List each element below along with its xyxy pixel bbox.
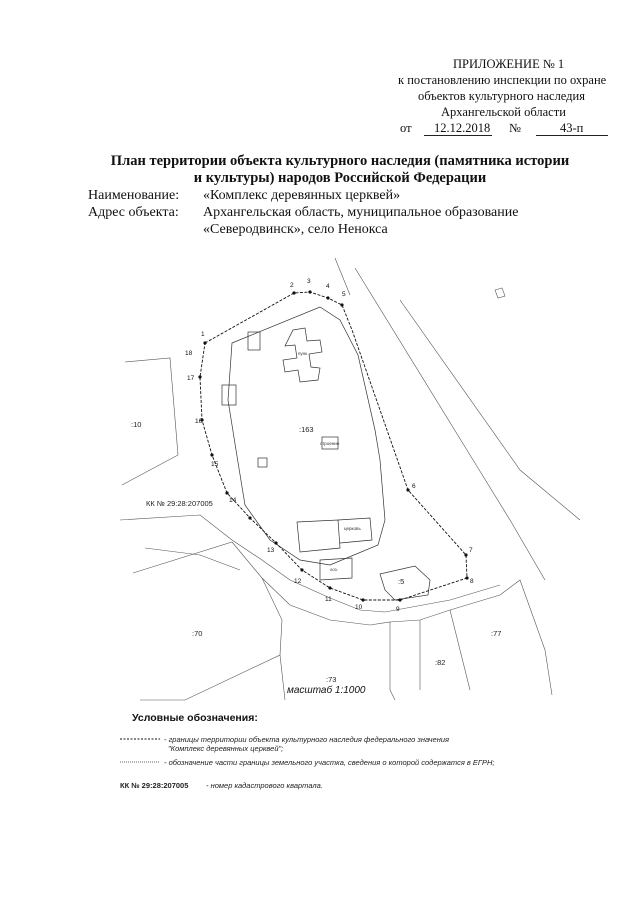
map-scale: масштаб 1:1000 (287, 685, 366, 696)
address-value-line-1: Архангельская область, муниципальное образование (203, 205, 519, 220)
point-label: 5 (342, 291, 346, 298)
legend-title: Условные обозначения: (132, 712, 258, 724)
point-label: 9 (396, 606, 400, 613)
address-value-line-2: «Северодвинск», село Ненокса (203, 222, 388, 237)
point-label: 10 (355, 604, 363, 611)
site-enclosure (228, 307, 385, 565)
point-label: 18 (185, 350, 193, 357)
appendix-number: 43-п (560, 121, 584, 135)
appendix-number-label: № (509, 121, 521, 135)
point-label: 12 (294, 578, 302, 585)
name-value: «Комплекс деревянных церквей» (203, 188, 401, 203)
point-label: 1 (201, 331, 205, 338)
legend-item-3-label: КК № 29:28:207005 (120, 781, 189, 790)
point-label: 13 (267, 547, 275, 554)
point-label: 14 (229, 497, 237, 504)
point-label: 15 (211, 461, 219, 468)
address-label: Адрес объекта: (88, 205, 179, 220)
point-label: 3 (307, 278, 311, 285)
plan-title-line-2: и культуры) народов Российской Федерации (193, 170, 487, 186)
appendix-date: 12.12.2018 (434, 121, 491, 135)
legend-item-1-text: - границы территории объекта культурного наследия федерального значения (164, 735, 450, 744)
parcel-label: :73 (326, 675, 337, 684)
legend-dashed-line-icon (120, 736, 162, 742)
building-tag: строение (320, 441, 340, 446)
legend-item-3-text: - номер кадастрового квартала. (206, 781, 323, 790)
parcel-label: :5 (398, 577, 405, 586)
appendix-line-3: Архангельской области (441, 105, 566, 119)
building-tag: хоз. (330, 567, 338, 572)
point-label: 8 (470, 578, 474, 585)
appendix-line-2: объектов культурного наследия (418, 89, 585, 103)
point-label: 7 (469, 547, 473, 554)
point-label: 17 (187, 375, 195, 382)
point-label: 6 (412, 483, 416, 490)
appendix-title: ПРИЛОЖЕНИЕ № 1 (453, 57, 565, 71)
point-label: 11 (325, 596, 332, 603)
parcel-label: :163 (299, 425, 314, 434)
point-label: 16 (195, 418, 203, 425)
point-label: 2 (290, 282, 294, 289)
legend-thin-line-icon (120, 759, 162, 765)
parcel-label: :77 (491, 629, 502, 638)
point-label: 4 (326, 283, 330, 290)
quarter-label: КК № 29:28:207005 (146, 499, 213, 508)
legend-item-2-text: - обозначение части границы земельного участка, сведения о которой содержатся в ЕГРН; (164, 758, 495, 767)
building-tag: пунк (298, 351, 308, 356)
parcel-label: :82 (435, 658, 446, 667)
parcel-label: :70 (192, 629, 203, 638)
building-tags (298, 351, 361, 572)
parcel-labels (131, 420, 501, 684)
parcel-label: :10 (131, 420, 142, 429)
building-tag: церковь (344, 526, 361, 531)
plan-title-line-1: План территории объекта культурного наследия (памятника истории (110, 153, 570, 169)
name-label: Наименование: (88, 188, 180, 203)
appendix-from-label: от (400, 121, 412, 135)
appendix-line-1: к постановлению инспекции по охране (398, 73, 607, 87)
legend-item-1-text-2: "Комплекс деревянных церквей"; (168, 744, 284, 753)
okn-boundary (198, 290, 468, 601)
